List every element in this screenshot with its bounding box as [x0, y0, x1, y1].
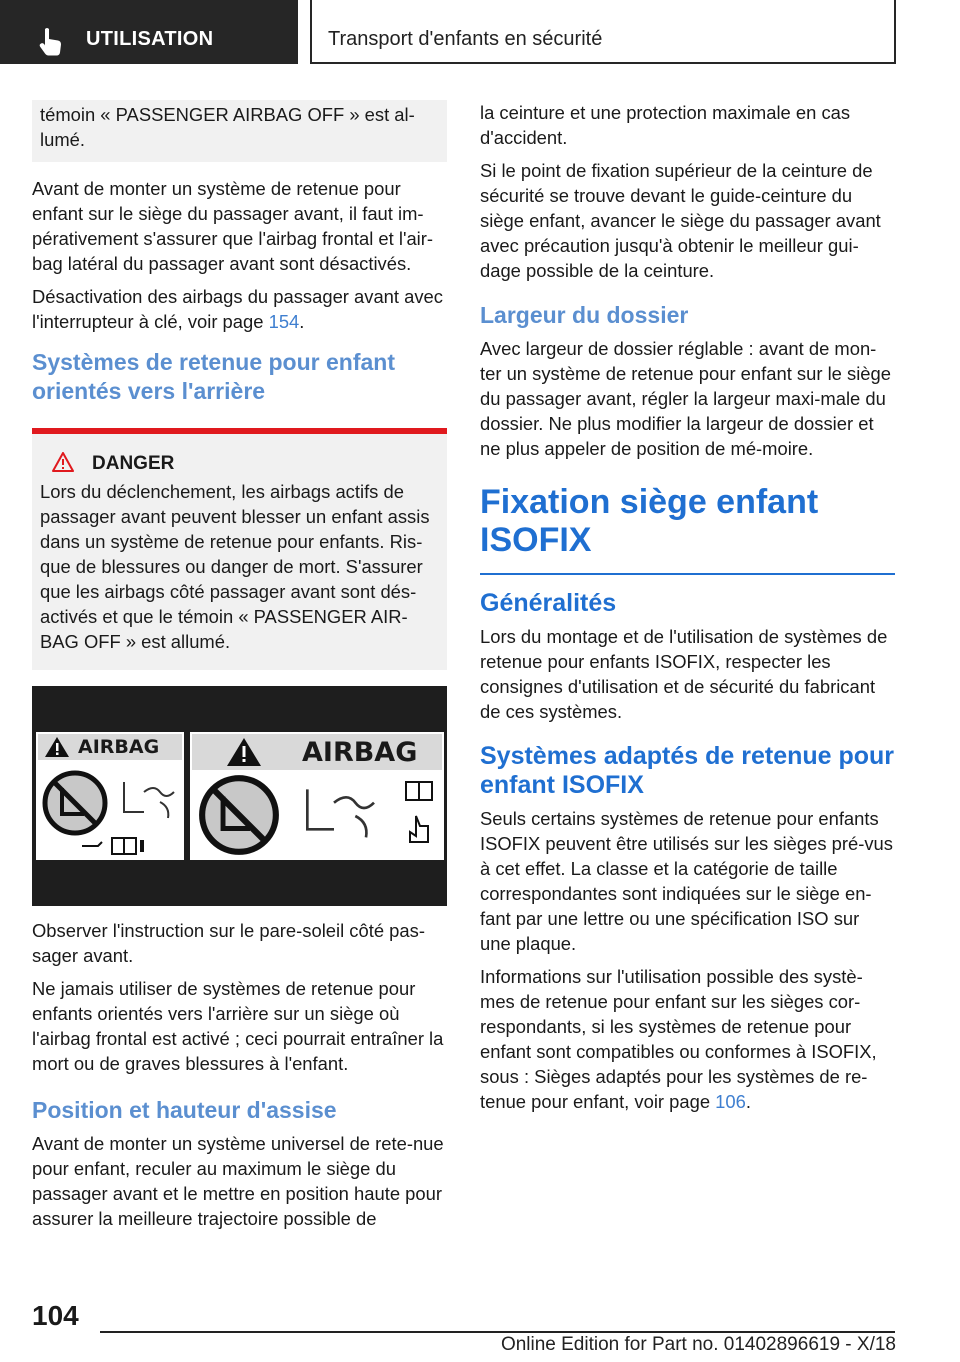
- heading-suitable-isofix: Systèmes adaptés de retenue pour enfant ISOFIX: [480, 742, 895, 799]
- hand-pointer-icon: [38, 26, 66, 56]
- header-section-tab: [0, 0, 298, 64]
- heading-rear-facing: Systèmes de retenue pour enfant orientés vers l'arrière: [32, 349, 395, 404]
- danger-label: DANGER: [92, 453, 175, 474]
- footer-rule: [100, 1331, 895, 1333]
- paragraph: Si le point de fixation supérieur de la ceinture de sécurité se trouve devant le guide-ceinture du siège enfant, avancer le siège du passager avant avec précaution jusqu'à obtenir le meilleur gui-dage possible de la ceinture.: [480, 160, 881, 281]
- page-link-106[interactable]: 106: [715, 1091, 746, 1112]
- airbag-label-large: [190, 732, 444, 860]
- airbag-label-text: AIRBAG: [302, 736, 418, 768]
- right-column: [480, 100, 895, 1122]
- heading-backrest-width: Largeur du dossier: [480, 302, 689, 328]
- paragraph: Avant de monter un système de retenue pour enfant sur le siège du passager avant, il faut im-pérativement s'assurer que l'airbag frontal et l'air-bag latéral du passager avant sont désactivés.: [32, 178, 434, 274]
- airbag-label-small: [36, 732, 184, 860]
- warning-triangle-icon: [226, 737, 262, 767]
- paragraph: Observer l'instruction sur le pare-soleil côté pas-sager avant.: [32, 920, 425, 966]
- airbag-label-text: AIRBAG: [78, 736, 160, 758]
- airbag-deploy-icon: [288, 776, 388, 856]
- no-child-seat-icon: [40, 768, 110, 838]
- header-title-tab: [310, 0, 896, 64]
- danger-title: [40, 452, 439, 475]
- danger-box: [32, 428, 447, 670]
- paragraph: la ceinture et une protection maximale en cas d'accident.: [480, 102, 851, 148]
- airbag-label-photo: [32, 686, 447, 906]
- warning-triangle-icon: [52, 452, 74, 472]
- book-and-hand-icon: [400, 776, 440, 856]
- paragraph: Ne jamais utiliser de systèmes de retenue pour enfants orientés vers l'arrière sur un siège où l'airbag frontal est activé ; ceci pourrait entraîner la mort ou de graves blessures à l'enfant.: [32, 978, 444, 1074]
- paragraph: Avant de monter un système universel de rete-nue pour enfant, reculer au maximum le siège du passager avant et le mettre en position haute pour assurer la meilleure trajectoire possible de: [32, 1133, 444, 1229]
- warning-continuation-text: témoin « PASSENGER AIRBAG OFF » est al-lumé.: [40, 104, 415, 150]
- left-column: [32, 100, 447, 1239]
- heading-general: Généralités: [480, 589, 617, 617]
- airbag-deploy-icon: [114, 772, 180, 832]
- heading-seat-position: Position et hauteur d'assise: [32, 1097, 337, 1123]
- header-section-label: UTILISATION: [86, 28, 214, 50]
- paragraph: Avec largeur de dossier réglable : avant de mon-ter un système de retenue pour enfant sur le siège du passager avant, régler la largeur maxi-male du dossier. Ne plus modifier la largeur de dossier et ne plus appeler de position de mé-moire.: [480, 338, 891, 459]
- hand-and-book-icon: [80, 836, 150, 856]
- paragraph: Seuls certains systèmes de retenue pour enfants ISOFIX peuvent être utilisés sur les sièges pré-vus à cet effet. La classe et la catégorie de taille correspondantes sont indiquées sur le siège en-fant par une lettre ou une spécification ISO sur une plaque.: [480, 808, 893, 954]
- paragraph-with-link: Désactivation des airbags du passager avant avec l'interrupteur à clé, voir page 154.: [32, 286, 443, 332]
- page-number: 104: [32, 1300, 79, 1331]
- continued-warning-box: [32, 100, 447, 162]
- page-link-154[interactable]: 154: [268, 311, 300, 332]
- warning-triangle-icon: [44, 736, 70, 758]
- paragraph-with-link: Informations sur l'utilisation possible des systè-mes de retenue pour enfant sur les sièges cor-respondants, si les systèmes de retenue pour enfant sont compatibles ou conformes à ISOFIX, sous : Sièges adaptés pour les systèmes de re-tenue pour enfant, voir page 106.: [480, 966, 877, 1112]
- heading-rule: [480, 573, 895, 575]
- header-chapter-title: Transport d'enfants en sécurité: [328, 28, 603, 50]
- danger-text: Lors du déclenchement, les airbags actifs de passager avant peuvent blesser un enfant assis dans un système de retenue pour enfants. Ris-que de blessures ou danger de mort. S'assurer que les airbags côté passager avant sont dés-activés et que le témoin « PASSENGER AIR-BAG OFF » est allumé.: [40, 481, 430, 652]
- no-child-seat-icon: [196, 772, 282, 858]
- heading-isofix: Fixation siège enfant ISOFIX: [480, 483, 819, 559]
- edition-note: Online Edition for Part no. 01402896619 - X/18: [500, 1334, 896, 1355]
- paragraph: Lors du montage et de l'utilisation de systèmes de retenue pour enfants ISOFIX, respecter les consignes d'utilisation et de sécurité du fabricant de ces systèmes.: [480, 626, 888, 722]
